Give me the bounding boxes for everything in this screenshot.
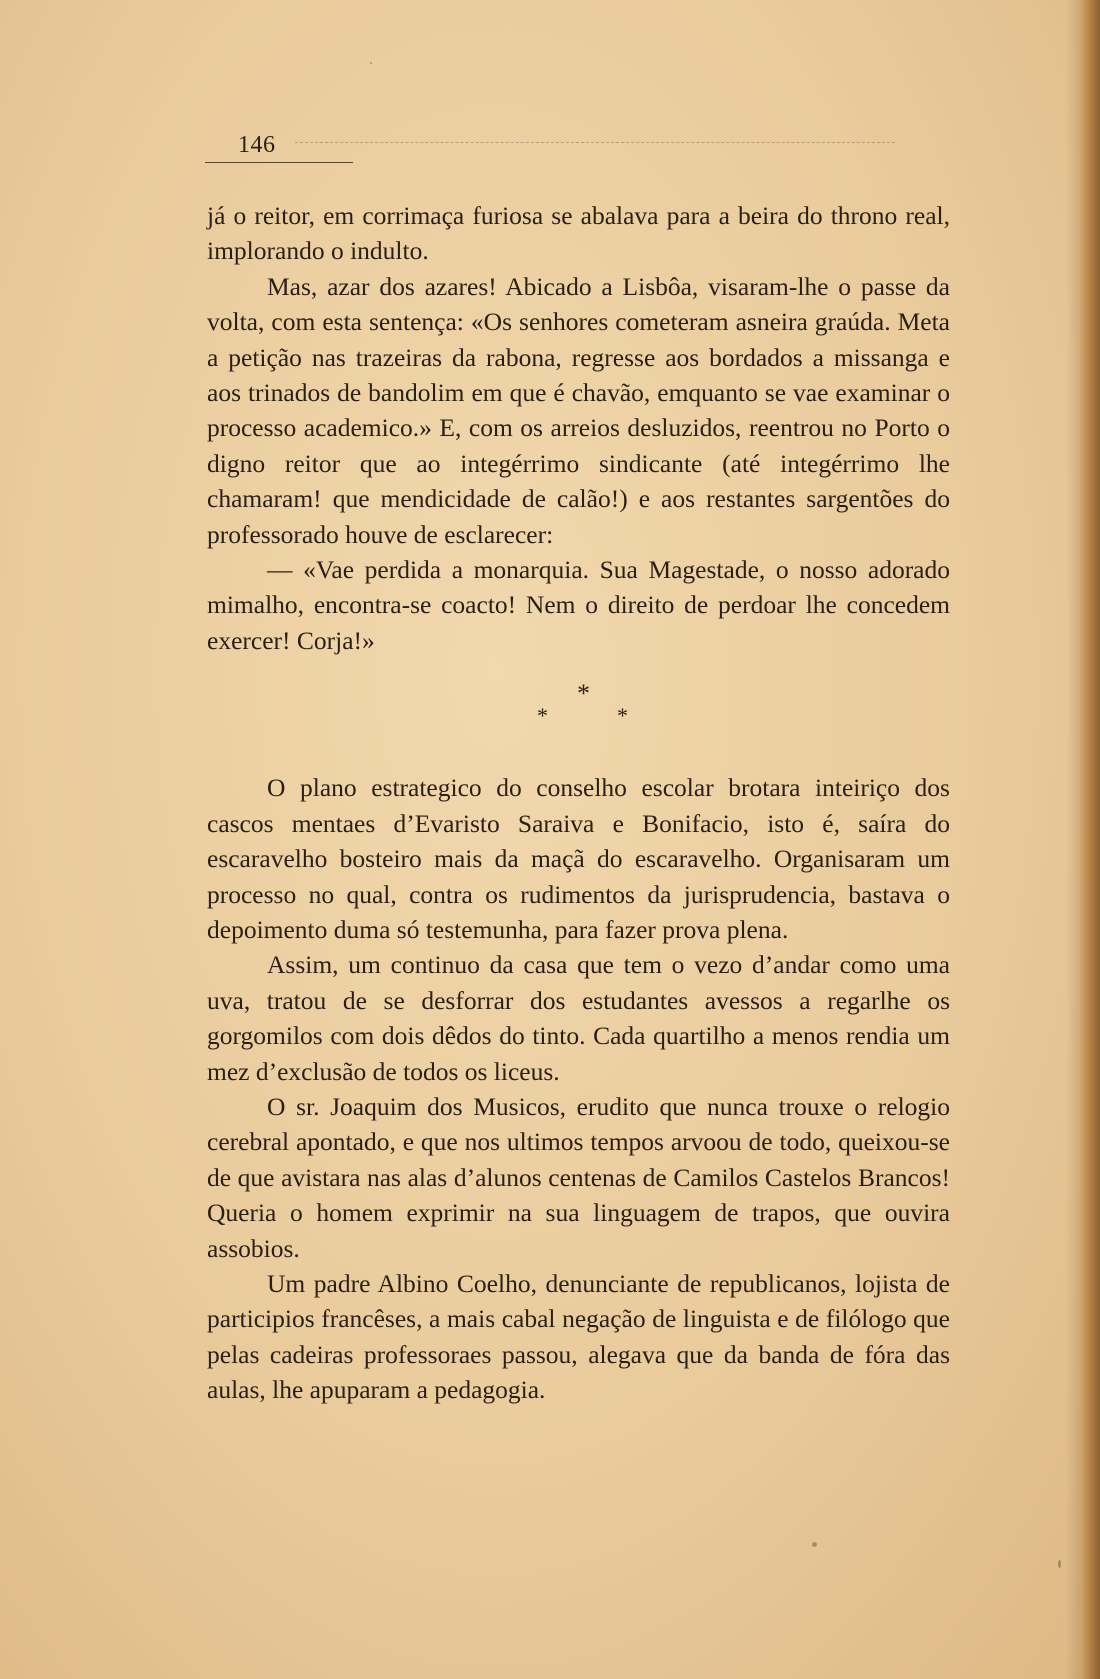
paragraph: Mas, azar dos azares! Abicado a Lisbôa, visaram-lhe o passe da volta, com esta sentença: «Os senhores cometeram asneira graúda. Meta a petição nas trazeiras da rabona, regresse aos bordados a missanga e aos trinados de bandolim em que é chavão, emquanto se vae examinar o processo academico.» E, com os arreios desluzidos, reentrou no Porto o digno reitor que ao integérrimo sindicante (até integérrimo lhe chamaram! que mendicidade de calão!) e aos restantes sargentões do professorado houve de esclarecer: bbox=[207, 271, 950, 549]
separator-star-right: * bbox=[617, 703, 628, 729]
paper-speck bbox=[370, 62, 372, 64]
paragraph: Um padre Albino Coelho, denunciante de republicanos, lojista de participios francêses, a mais cabal negação de linguista e de filólogo que pelas cadeiras professoraes passou, alegava que da banda de fóra das aulas, lhe apuparam a pedagogia. bbox=[207, 1268, 950, 1405]
paragraph: O plano estrategico do conselho escolar brotara inteiriço dos cascos mentaes d’Evaristo Saraiva e Bonifacio, isto é, saíra do escaravelho bosteiro mais da maçã do escaravelho. Organisaram um processo no qual, contra os rudimentos da jurisprudencia, bastava o depoimento duma só testemunha, para fazer prova plena. bbox=[207, 773, 950, 944]
paragraph-continuation: já o reitor, em corrimaça furiosa se abalava para a beira do throno real, implorando o indulto. bbox=[207, 201, 950, 266]
section-separator bbox=[207, 676, 950, 756]
page-number: 146 bbox=[238, 132, 276, 158]
paragraph: Assim, um continuo da casa que tem o vezo d’andar como uma uva, tratou de se desforrar dos estudantes avessos a regarlhe os gorgomilos com dois dêdos do tinto. Cada quartilho a menos rendia um mez d’exclusão de todos os liceus. bbox=[207, 950, 950, 1086]
header-rule bbox=[205, 162, 353, 163]
separator-star-top: * bbox=[577, 679, 590, 709]
page-header bbox=[205, 132, 950, 168]
page-edge-shadow bbox=[1066, 0, 1080, 1679]
paragraph: O sr. Joaquim dos Musicos, erudito que nunca trouxe o relogio cerebral apontado, e que nos ultimos tempos arvoou de todo, queixou-se de que avistara nas alas d’alunos centenas de Camilos Castelos Brancos! Queria o homem exprimir na sua linguagem de trapos, que ouvira assobios. bbox=[207, 1091, 950, 1263]
body-text bbox=[207, 198, 950, 1408]
paper-speck bbox=[1058, 1560, 1061, 1568]
page-edge bbox=[1080, 0, 1100, 1679]
header-dashed-line bbox=[295, 142, 895, 144]
paper-speck bbox=[812, 1542, 817, 1547]
paragraph-dialog: — «Vae perdida a monarquia. Sua Magestade, o nosso adorado mimalho, encontra-se coacto! Nem o direito de perdoar lhe concedem exercer! Corja!» bbox=[207, 555, 950, 655]
separator-star-left: * bbox=[537, 703, 548, 729]
